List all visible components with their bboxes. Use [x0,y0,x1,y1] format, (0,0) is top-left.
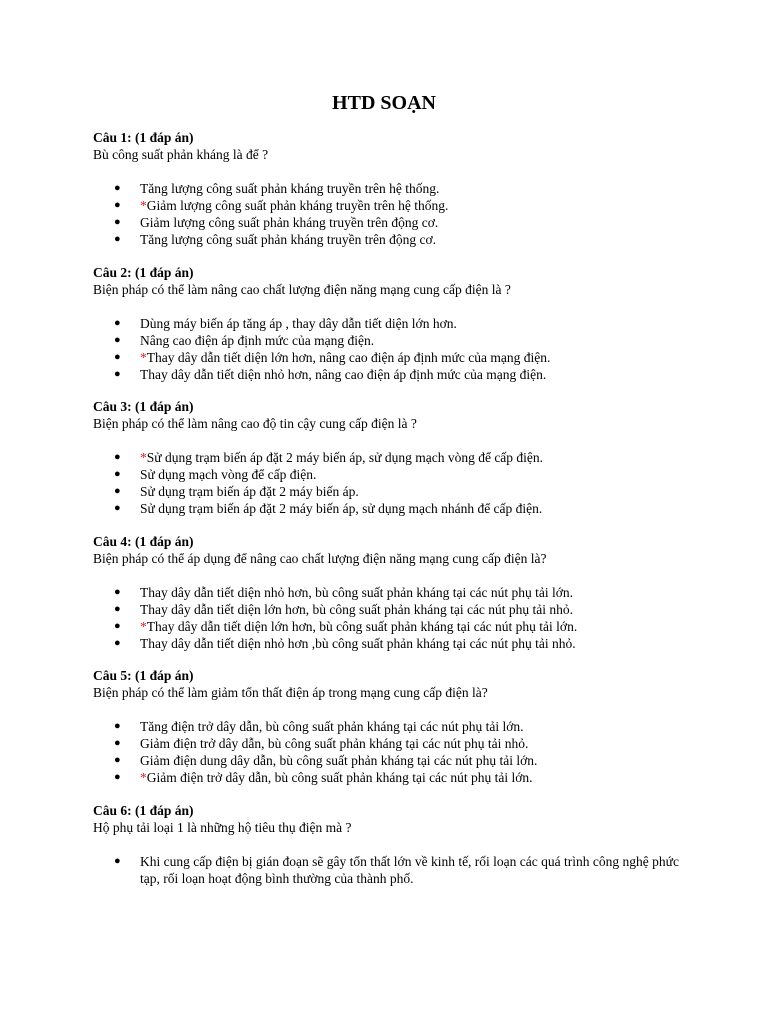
question-heading: Câu 2: (1 đáp án) [93,265,194,280]
answer-option [93,180,693,197]
question-4 [93,533,693,652]
question-heading: Câu 3: (1 đáp án) [93,399,194,414]
answer-option [93,769,693,786]
answer-list [93,315,693,383]
answer-list [93,584,693,652]
answer-option [93,752,693,769]
answer-text: Sử dụng mạch vòng để cấp điện. [140,467,317,482]
answer-text: Giảm lượng công suất phản kháng truyền trên hệ thống. [146,198,449,213]
answer-text: Giảm điện dung dây dẫn, bù công suất phản kháng tại các nút phụ tải lớn. [140,753,538,768]
answer-option [93,735,693,752]
bullet-icon: ● [114,351,121,363]
question-text: Biện pháp có thể làm nâng cao chất lượng điện năng mạng cung cấp điện là ? [93,282,511,297]
answer-option [93,483,693,500]
question-heading: Câu 1: (1 đáp án) [93,130,194,145]
question-heading: Câu 6: (1 đáp án) [93,803,194,818]
answer-list [93,718,693,786]
answer-text: Sử dụng trạm biến áp đặt 2 máy biến áp, sử dụng mạch vòng để cấp điện. [146,450,544,465]
answer-text: Nâng cao điện áp định mức của mạng điện. [140,333,375,348]
answer-text: Dùng máy biến áp tăng áp , thay dây dẫn tiết diện lớn hơn. [140,316,457,331]
answer-option [93,332,693,349]
answer-text: Tăng điện trở dây dẫn, bù công suất phản kháng tại các nút phụ tải lớn. [140,719,524,734]
bullet-icon: ● [114,216,121,228]
bullet-icon: ● [114,586,121,598]
answer-option [93,500,693,517]
bullet-icon: ● [114,502,121,514]
answer-text: Thay dây dẫn tiết diện nhỏ hơn, bù công suất phản kháng tại các nút phụ tải lớn. [140,585,574,600]
question-1 [93,129,693,248]
question-text: Biện pháp có thể làm giảm tổn thất điện áp trong mạng cung cấp điện là? [93,685,488,700]
bullet-icon: ● [114,334,121,346]
bullet-icon: ● [114,199,121,211]
answer-text: Sử dụng trạm biến áp đặt 2 máy biến áp. [140,484,359,499]
question-text: Bù công suất phản kháng là để ? [93,147,269,162]
question-5 [93,667,693,786]
answer-option [93,315,693,332]
answer-text: Thay dây dẫn tiết diện nhỏ hơn ,bù công suất phản kháng tại các nút phụ tải nhỏ. [140,636,576,651]
bullet-icon: ● [114,485,121,497]
bullet-icon: ● [114,317,121,329]
bullet-icon: ● [114,754,121,766]
answer-text: Giảm điện trở dây dẫn, bù công suất phản kháng tại các nút phụ tải lớn. [146,770,533,785]
question-heading: Câu 5: (1 đáp án) [93,668,194,683]
bullet-icon: ● [114,468,121,480]
answer-text: Thay dây dẫn tiết diện nhỏ hơn, nâng cao điện áp định mức của mạng điện. [140,367,547,382]
answer-text: Thay dây dẫn tiết diện lớn hơn, bù công suất phản kháng tại các nút phụ tải nhỏ. [140,602,574,617]
answer-text: Thay dây dẫn tiết diện lớn hơn, nâng cao điện áp định mức của mạng điện. [146,350,551,365]
bullet-icon: ● [114,855,121,867]
answer-text: Giảm lượng công suất phản kháng truyền trên động cơ. [140,215,439,230]
bullet-icon: ● [114,771,121,783]
bullet-icon: ● [114,620,121,632]
question-3 [93,398,693,517]
bullet-icon: ● [114,720,121,732]
document-title: HTD SOẠN [332,92,436,114]
answer-text: Khi cung cấp điện bị gián đoạn sẽ gây tổn thất lớn về kinh tế, rối loạn các quá trình công nghệ phức tạp, rối loạn hoạt động bình thường của thành phố. [140,854,679,886]
bullet-icon: ● [114,737,121,749]
answer-list [93,180,693,248]
correct-marker: * [140,450,147,465]
answer-option [93,601,693,618]
question-text: Biện pháp có thể áp dụng để nâng cao chất lượng điện năng mạng cung cấp điện là? [93,551,547,566]
bullet-icon: ● [114,368,121,380]
correct-marker: * [140,770,147,785]
answer-option [93,466,693,483]
bullet-icon: ● [114,451,121,463]
answer-option [93,197,693,214]
question-text: Hộ phụ tải loại 1 là những hộ tiêu thụ điện mà ? [93,820,352,835]
answer-option [93,366,693,383]
answer-option [93,231,693,248]
correct-marker: * [140,198,147,213]
answer-option [93,853,693,887]
bullet-icon: ● [114,182,121,194]
answer-text: Thay dây dẫn tiết diện lớn hơn, bù công suất phản kháng tại các nút phụ tải lớn. [146,619,578,634]
correct-marker: * [140,350,147,365]
answer-option [93,618,693,635]
answer-option [93,635,693,652]
answer-option [93,718,693,735]
question-heading: Câu 4: (1 đáp án) [93,534,194,549]
question-6 [93,802,693,887]
answer-list [93,449,693,517]
answer-text: Tăng lượng công suất phản kháng truyền trên hệ thống. [140,181,440,196]
question-text: Biện pháp có thể làm nâng cao độ tin cậy cung cấp điện là ? [93,416,417,431]
correct-marker: * [140,619,147,634]
bullet-icon: ● [114,603,121,615]
answer-option [93,449,693,466]
question-2 [93,264,693,383]
answer-option [93,349,693,366]
answer-text: Sử dụng trạm biến áp đặt 2 máy biến áp, sử dụng mạch nhánh để cấp điện. [140,501,543,516]
answer-text: Giảm điện trở dây dẫn, bù công suất phản kháng tại các nút phụ tải nhỏ. [140,736,529,751]
bullet-icon: ● [114,637,121,649]
answer-option [93,584,693,601]
answer-text: Tăng lượng công suất phản kháng truyền trên động cơ. [140,232,437,247]
answer-option [93,214,693,231]
bullet-icon: ● [114,233,121,245]
answer-list [93,853,693,887]
